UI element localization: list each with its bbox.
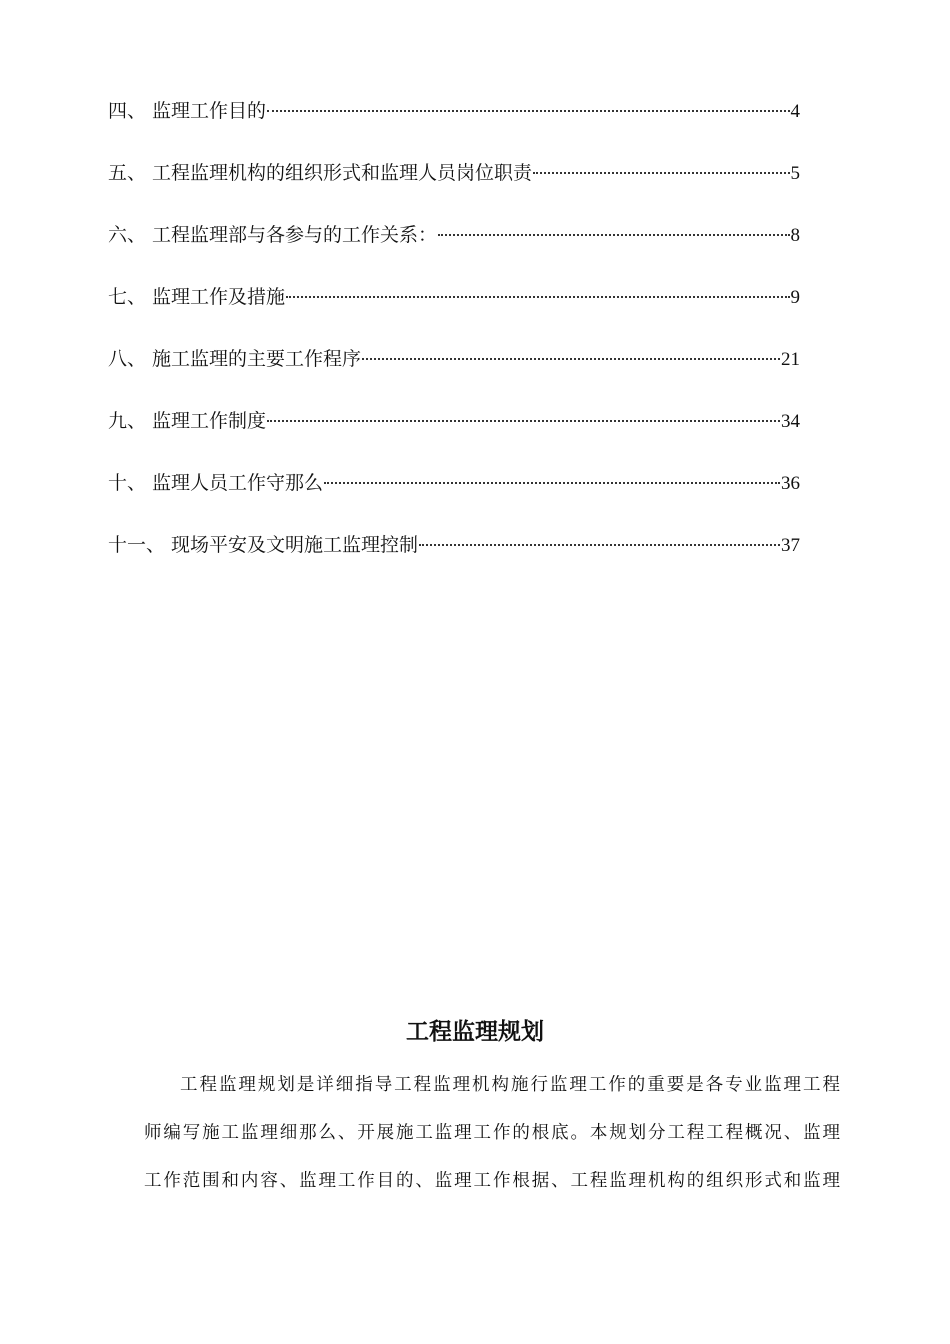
toc-dot-leader <box>286 296 789 298</box>
toc-entry-page: 8 <box>790 225 800 246</box>
toc-dot-leader <box>267 420 780 422</box>
toc-dot-leader <box>419 544 780 546</box>
toc-entry-title: 现场平安及文明施工监理控制 <box>171 534 419 556</box>
toc-dot-leader <box>438 234 789 236</box>
toc-dot-leader <box>362 358 780 360</box>
toc-entry[interactable] <box>108 220 800 282</box>
intro-paragraph <box>144 1066 840 1210</box>
toc-entry-number: 七、 <box>108 286 153 308</box>
section-heading: 工程监理规划 <box>406 1019 544 1045</box>
toc-entry-title: 施工监理的主要工作程序 <box>152 348 362 370</box>
toc-entry-page: 4 <box>790 101 800 122</box>
toc-entry-title: 监理工作制度 <box>152 410 267 432</box>
toc-entry-page: 37 <box>781 535 800 556</box>
toc-entry[interactable] <box>108 468 800 530</box>
toc-entry-number: 四、 <box>108 100 153 122</box>
toc-entry-number: 五、 <box>108 162 153 184</box>
toc-entry-title: 监理人员工作守那么 <box>152 472 324 494</box>
toc-dot-leader <box>533 172 789 174</box>
toc-entry-number: 十一、 <box>108 534 172 556</box>
paragraph-line: 工程监理规划是详细指导工程监理机构施行监理工作的重要是各专业监理工程 <box>180 1075 840 1095</box>
toc-entry-page: 21 <box>781 349 800 370</box>
toc-entry-title: 监理工作及措施 <box>152 286 286 308</box>
toc-entry-number: 十、 <box>108 472 153 494</box>
toc-entry-page: 34 <box>781 411 800 432</box>
toc-entry-page: 5 <box>790 163 800 184</box>
table-of-contents <box>108 96 800 592</box>
toc-entry[interactable] <box>108 530 800 592</box>
toc-entry[interactable] <box>108 406 800 468</box>
toc-entry-title: 工程监理机构的组织形式和监理人员岗位职责 <box>152 162 533 184</box>
toc-entry-number: 八、 <box>108 348 153 370</box>
toc-entry[interactable] <box>108 158 800 220</box>
toc-entry-title: 工程监理部与各参与的工作关系： <box>152 224 438 246</box>
toc-entry[interactable] <box>108 282 800 344</box>
toc-entry-page: 36 <box>781 473 800 494</box>
paragraph-line: 师编写施工监理细那么、开展施工监理工作的根底。本规划分工程工程概况、监理 <box>144 1123 840 1143</box>
toc-entry-number: 九、 <box>108 410 153 432</box>
toc-entry[interactable] <box>108 344 800 406</box>
toc-dot-leader <box>267 110 789 112</box>
toc-entry[interactable] <box>108 96 800 158</box>
toc-entry-title: 监理工作目的 <box>152 100 267 122</box>
paragraph-line: 工作范围和内容、监理工作目的、监理工作根据、工程监理机构的组织形式和监理 <box>144 1171 840 1191</box>
toc-entry-page: 9 <box>790 287 800 308</box>
toc-entry-number: 六、 <box>108 224 153 246</box>
toc-dot-leader <box>324 482 780 484</box>
